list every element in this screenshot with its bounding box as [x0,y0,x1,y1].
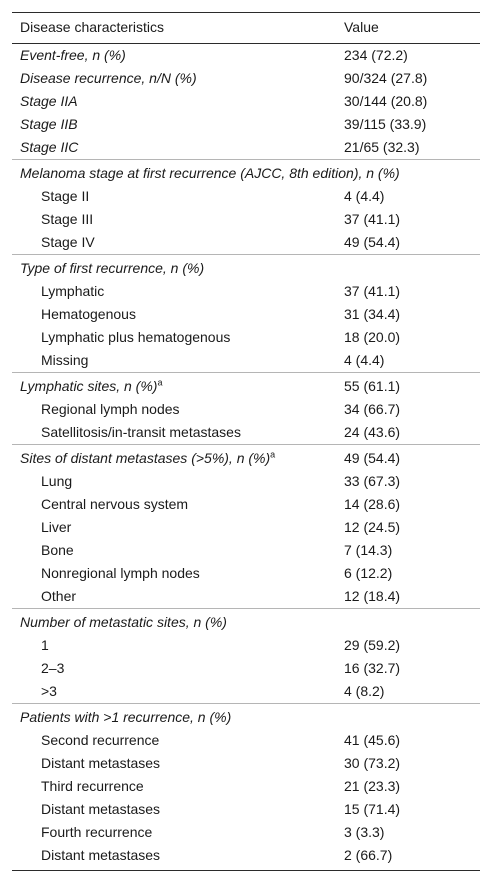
table-row [12,421,480,445]
table-row [12,185,480,208]
row-value [336,704,480,730]
row-value: 49 (54.4) [336,445,480,471]
table-row [12,303,480,326]
row-value: 2 (66.7) [336,844,480,871]
row-value: 55 (61.1) [336,373,480,399]
row-label: Fourth recurrence [41,824,153,840]
row-value: 37 (41.1) [344,283,401,299]
row-label: 1 [41,637,49,653]
section-label: Patients with >1 recurrence, n (%) [12,704,336,730]
row-value: 39/115 (33.9) [344,116,427,132]
table-row [12,136,480,160]
table-section-row [12,255,480,281]
row-label: Stage IIC [20,139,79,155]
row-label: Distant metastases [12,844,336,871]
row-value: 33 (67.3) [344,473,401,489]
row-value: 30/144 (20.8) [344,93,428,109]
table-section-row [12,160,480,186]
table-row [12,775,480,798]
table-row [12,398,480,421]
table-row [12,634,480,657]
row-value: 21/65 (32.3) [344,139,420,155]
section-label-cell [12,373,336,399]
row-label: Disease recurrence, n/N (%) [20,70,197,86]
row-label: Central nervous system [41,496,189,512]
row-value: 4 (4.4) [344,352,385,368]
row-label: Lymphatic [41,283,105,299]
row-value: 30 (73.2) [344,755,401,771]
row-label: Event-free, n (%) [20,47,126,63]
row-label: Liver [41,519,72,535]
table-row [12,349,480,373]
row-label: Satellitosis/in-transit metastases [41,424,241,440]
table-row [12,844,480,871]
row-value [336,609,480,635]
section-label: Lymphatic sites, n (%) [20,378,158,394]
row-value: 31 (34.4) [344,306,401,322]
row-value: 49 (54.4) [344,234,401,250]
table-row [12,516,480,539]
row-value: 12 (18.4) [344,588,401,604]
row-label: Stage II [41,188,90,204]
row-value: 37 (41.1) [344,211,401,227]
table-section-row [12,373,480,399]
row-value: 3 (3.3) [344,824,385,840]
row-label: Stage IIB [20,116,78,132]
row-label: Hematogenous [41,306,136,322]
row-value: 34 (66.7) [344,401,401,417]
row-value: 14 (28.6) [344,496,401,512]
row-label: Distant metastases [41,755,161,771]
table-row [12,44,480,68]
footnote-marker: a [157,377,163,388]
table-row [12,280,480,303]
row-value: 18 (20.0) [344,329,401,345]
table-row [12,67,480,90]
table-row [12,752,480,775]
row-label: Distant metastases [41,801,161,817]
section-label: Sites of distant metastases (>5%), n (%) [20,450,271,466]
row-label: Missing [41,352,89,368]
row-label: Third recurrence [41,778,144,794]
row-value: 7 (14.3) [344,542,393,558]
table-section-row [12,704,480,730]
table-row [12,90,480,113]
section-label-cell [12,445,336,471]
row-value: 4 (4.4) [344,188,385,204]
table-section-row [12,445,480,471]
row-value: 16 (32.7) [344,660,401,676]
row-value: 29 (59.2) [344,637,401,653]
row-label: Stage IV [41,234,95,250]
row-value: 234 (72.2) [344,47,408,63]
table-row [12,798,480,821]
section-label: Melanoma stage at first recurrence (AJCC, 8th edition), n (%) [12,160,480,186]
table-row [12,493,480,516]
footnote-marker: a [270,449,276,460]
row-label: Bone [41,542,74,558]
row-value: 15 (71.4) [344,801,401,817]
row-value: 24 (43.6) [344,424,401,440]
table-container [12,12,480,871]
table-row [12,657,480,680]
table-row [12,470,480,493]
row-value: 6 (12.2) [344,565,393,581]
disease-characteristics-table [12,12,480,871]
row-value: 90/324 (27.8) [344,70,428,86]
table-row [12,585,480,609]
table-header-row [12,13,480,44]
table-section-row [12,609,480,635]
table-row [12,680,480,704]
table-row [12,562,480,585]
table-row [12,821,480,844]
row-label: Nonregional lymph nodes [41,565,200,581]
row-value: 4 (8.2) [344,683,385,699]
header-value: Value [336,13,480,44]
table-row [12,208,480,231]
row-value: 21 (23.3) [344,778,401,794]
row-label: Lung [41,473,73,489]
row-label: Stage III [41,211,94,227]
row-label: Stage IIA [20,93,78,109]
row-value: 41 (45.6) [344,732,401,748]
table-row [12,231,480,255]
row-value: 12 (24.5) [344,519,401,535]
row-label: 2–3 [41,660,65,676]
row-label: Regional lymph nodes [41,401,180,417]
header-label: Disease characteristics [12,13,336,44]
row-label: Lymphatic plus hematogenous [41,329,231,345]
row-label: Second recurrence [41,732,160,748]
section-label: Type of first recurrence, n (%) [12,255,336,281]
row-label: >3 [41,683,57,699]
section-label: Number of metastatic sites, n (%) [12,609,336,635]
table-row [12,729,480,752]
table-row [12,326,480,349]
row-value [336,255,480,281]
table-row [12,539,480,562]
row-label: Other [41,588,77,604]
table-row [12,113,480,136]
